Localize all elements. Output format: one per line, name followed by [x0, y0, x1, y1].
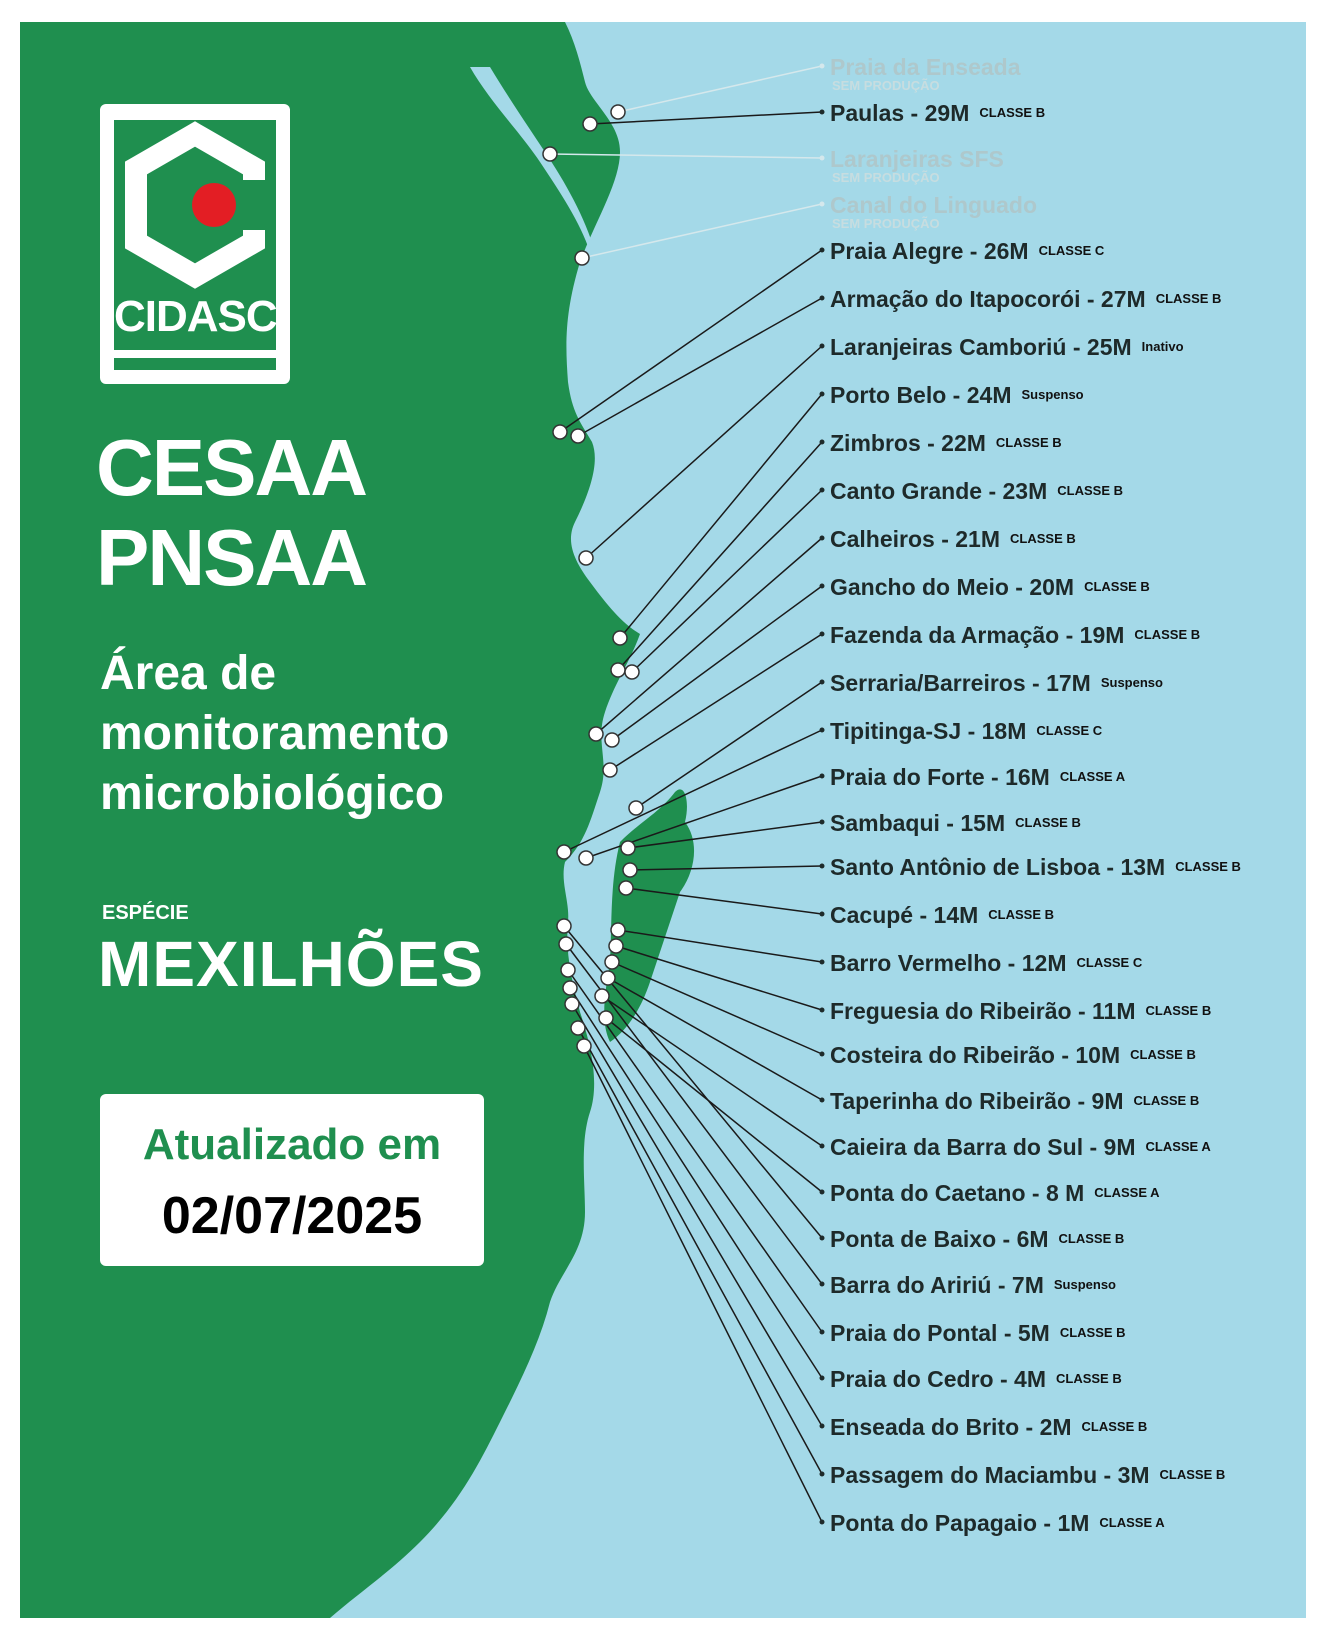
- site-class: CLASSE C: [1038, 243, 1105, 258]
- site-class: CLASSE B: [995, 435, 1062, 450]
- label-dot: [820, 344, 825, 349]
- site-label: [830, 1134, 1211, 1160]
- site-code: 3M: [1111, 1462, 1150, 1488]
- label-dot: [820, 110, 825, 115]
- site-name: Praia do Cedro -: [830, 1366, 1008, 1392]
- site-marker: [565, 997, 579, 1011]
- site-marker: [583, 117, 597, 131]
- leader-line: [572, 1004, 822, 1426]
- site-class: CLASSE B: [1015, 815, 1081, 830]
- label-dot: [820, 1144, 825, 1149]
- site-marker: [601, 971, 615, 985]
- site-name: Taperinha do Ribeirão -: [830, 1088, 1086, 1114]
- leader-line: [578, 298, 822, 436]
- site-class: Suspenso: [1021, 387, 1084, 402]
- site-code: 1M: [1051, 1510, 1090, 1536]
- site-name: Barro Vermelho -: [830, 950, 1016, 976]
- site-name: Calheiros -: [830, 526, 949, 552]
- site-code: 9M: [1097, 1134, 1136, 1160]
- site-marker: [561, 963, 575, 977]
- site-class: CLASSE B: [1010, 531, 1076, 546]
- label-dot: [820, 680, 825, 685]
- site-class: CLASSE B: [1056, 1371, 1122, 1386]
- site-label: [830, 286, 1221, 312]
- site-marker: [609, 939, 623, 953]
- site-code: 21M: [948, 526, 1001, 552]
- site-code: 4M: [1007, 1366, 1046, 1392]
- site-label: [830, 54, 1021, 80]
- label-dot: [820, 1052, 825, 1057]
- leader-line: [636, 682, 822, 808]
- site-marker: [599, 1011, 613, 1025]
- site-name: Praia Alegre -: [830, 238, 978, 264]
- site-name: Canto Grande -: [830, 478, 997, 504]
- label-dot: [820, 1282, 825, 1287]
- site-class: CLASSE B: [1057, 483, 1123, 498]
- area-line-1: Área de: [100, 647, 277, 700]
- site-marker: [589, 727, 603, 741]
- label-dot: [820, 1424, 825, 1429]
- site-marker: [571, 429, 585, 443]
- site-class: Suspenso: [1100, 675, 1163, 690]
- site-class: CLASSE B: [1133, 1093, 1200, 1108]
- leader-line: [582, 204, 822, 258]
- site-label: [830, 146, 1004, 172]
- site-code: 11M: [1085, 998, 1136, 1024]
- logo-emblem: [114, 120, 276, 290]
- site-label: [830, 238, 1104, 264]
- site-marker: [621, 841, 635, 855]
- site-label: [830, 718, 1102, 744]
- site-label: [830, 574, 1150, 600]
- label-dot: [820, 1098, 825, 1103]
- site-marker: [577, 1039, 591, 1053]
- site-name: Santo Antônio de Lisboa -: [830, 854, 1115, 880]
- site-name: Passagem do Maciambu -: [830, 1462, 1112, 1488]
- site-class: CLASSE B: [1175, 859, 1241, 874]
- site-code: 25M: [1080, 334, 1132, 360]
- site-code: 19M: [1073, 622, 1125, 648]
- label-dot: [820, 156, 825, 161]
- site-code: 15M: [953, 810, 1006, 836]
- site-class: CLASSE B: [1059, 1325, 1126, 1340]
- site-label: [830, 1226, 1124, 1252]
- site-class: CLASSE A: [1099, 1515, 1165, 1530]
- logo-panel: [114, 120, 276, 370]
- site-marker: [575, 251, 589, 265]
- site-marker: [557, 919, 571, 933]
- site-name: Gancho do Meio -: [830, 574, 1023, 600]
- site-marker: [579, 851, 593, 865]
- site-name: Ponta do Caetano -: [830, 1180, 1040, 1206]
- label-dot: [820, 1330, 825, 1335]
- leader-line: [602, 996, 822, 1146]
- site-name: Tipitinga-SJ -: [830, 718, 976, 744]
- site-marker: [605, 733, 619, 747]
- label-dot: [820, 202, 825, 207]
- label-dot: [820, 584, 825, 589]
- site-label: [830, 430, 1062, 456]
- leader-line: [578, 1028, 822, 1474]
- site-note: SEM PRODUÇÃO: [832, 216, 940, 231]
- site-marker: [605, 955, 619, 969]
- label-dot: [820, 488, 825, 493]
- site-code: 9M: [1085, 1088, 1124, 1114]
- site-name: Zimbros -: [830, 430, 935, 456]
- site-marker: [595, 989, 609, 1003]
- site-marker: [619, 881, 633, 895]
- site-label: [830, 1042, 1196, 1068]
- site-note: SEM PRODUÇÃO: [832, 78, 940, 93]
- site-name: Praia da Enseada: [830, 54, 1021, 80]
- site-label: [830, 1180, 1160, 1206]
- site-marker: [611, 663, 625, 677]
- site-label: [830, 1320, 1126, 1346]
- site-label: [830, 192, 1037, 218]
- site-name: Enseada do Brito -: [830, 1414, 1034, 1440]
- site-code: 8 M: [1039, 1180, 1085, 1206]
- species-label: ESPÉCIE: [102, 902, 189, 924]
- site-label: [830, 334, 1184, 360]
- site-class: CLASSE A: [1059, 769, 1126, 784]
- site-code: 6M: [1010, 1226, 1049, 1252]
- site-name: Laranjeiras Camboriú -: [830, 334, 1081, 360]
- site-class: CLASSE B: [1058, 1231, 1125, 1246]
- label-dot: [820, 820, 825, 825]
- site-marker: [557, 845, 571, 859]
- site-label: [830, 670, 1163, 696]
- leader-line: [606, 1018, 822, 1192]
- site-code: 14M: [927, 902, 979, 928]
- leader-line: [564, 730, 822, 852]
- site-name: Barra do Aririú -: [830, 1272, 1006, 1298]
- site-name: Fazenda da Armação -: [830, 622, 1074, 648]
- site-code: 7M: [1005, 1272, 1044, 1298]
- label-dot: [820, 774, 825, 779]
- site-code: 5M: [1011, 1320, 1050, 1346]
- site-class: CLASSE B: [988, 907, 1055, 922]
- site-label: [830, 1366, 1122, 1392]
- site-class: CLASSE B: [1159, 1467, 1226, 1482]
- site-marker: [613, 631, 627, 645]
- site-label: [830, 810, 1081, 836]
- site-name: Paulas -: [830, 100, 919, 126]
- site-label: [830, 1462, 1225, 1488]
- site-code: 22M: [934, 430, 986, 456]
- site-code: 26M: [977, 238, 1029, 264]
- site-class: Suspenso: [1053, 1277, 1116, 1292]
- leader-line: [618, 442, 822, 670]
- site-marker: [571, 1021, 585, 1035]
- site-label: [830, 100, 1045, 126]
- site-marker: [543, 147, 557, 161]
- site-marker: [553, 425, 567, 439]
- site-name: Freguesia do Ribeirão -: [830, 998, 1086, 1024]
- label-dot: [820, 864, 825, 869]
- label-dot: [820, 632, 825, 637]
- site-label: [830, 854, 1241, 880]
- leader-line: [608, 978, 822, 1100]
- site-name: Serraria/Barreiros -: [830, 670, 1040, 696]
- monitoring-area-heading: [100, 644, 449, 824]
- site-class: CLASSE B: [1081, 1419, 1148, 1434]
- label-dot: [820, 440, 825, 445]
- label-dot: [820, 1472, 825, 1477]
- leader-line: [570, 988, 822, 1378]
- area-line-3: microbiológico: [100, 767, 445, 820]
- logo-underline: [114, 350, 276, 358]
- leader-line: [584, 1046, 822, 1522]
- label-dot: [820, 392, 825, 397]
- site-code: 20M: [1022, 574, 1075, 600]
- site-class: CLASSE B: [1155, 291, 1222, 306]
- logo-red-dot: [192, 183, 236, 227]
- site-marker: [603, 763, 617, 777]
- site-class: CLASSE B: [1084, 579, 1150, 594]
- site-label: [830, 526, 1076, 552]
- update-label: Atualizado em: [142, 1120, 442, 1169]
- site-marker: [623, 863, 637, 877]
- leader-line: [632, 490, 822, 672]
- site-class: CLASSE B: [1130, 1047, 1196, 1062]
- site-label: [830, 1414, 1147, 1440]
- site-class: CLASSE A: [1145, 1139, 1211, 1154]
- label-dot: [820, 1520, 825, 1525]
- site-code: 12M: [1015, 950, 1067, 976]
- leader-line: [586, 346, 822, 558]
- site-code: 10M: [1068, 1042, 1121, 1068]
- site-code: 2M: [1033, 1414, 1072, 1440]
- site-note: SEM PRODUÇÃO: [832, 170, 940, 185]
- leader-line: [618, 66, 822, 112]
- leader-line: [620, 394, 822, 638]
- area-line-2: monitoramento: [100, 707, 450, 760]
- site-label: [830, 764, 1125, 790]
- label-dot: [820, 728, 825, 733]
- label-dot: [820, 912, 825, 917]
- update-date: 02/07/2025: [161, 1187, 423, 1245]
- site-class: CLASSE B: [1134, 627, 1201, 642]
- site-label: [830, 902, 1054, 928]
- site-marker: [625, 665, 639, 679]
- site-name: Canal do Linguado: [830, 192, 1037, 218]
- site-marker: [579, 551, 593, 565]
- site-code: 18M: [975, 718, 1027, 744]
- cidasc-logo: [100, 104, 290, 384]
- site-class: CLASSE C: [1036, 723, 1103, 738]
- site-name: Ponta do Papagaio -: [830, 1510, 1052, 1536]
- site-marker: [611, 105, 625, 119]
- species-value: MEXILHÕES: [98, 928, 484, 1000]
- site-label: [830, 1272, 1116, 1298]
- site-name: Ponta de Baixo -: [830, 1226, 1011, 1252]
- site-name: Sambaqui -: [830, 810, 954, 836]
- site-marker: [611, 923, 625, 937]
- site-code: 16M: [998, 764, 1050, 790]
- site-class: CLASSE C: [1076, 955, 1143, 970]
- site-name: Praia do Pontal -: [830, 1320, 1012, 1346]
- site-marker: [559, 937, 573, 951]
- site-name: Costeira do Ribeirão -: [830, 1042, 1069, 1068]
- site-label: [830, 622, 1200, 648]
- site-label: [830, 478, 1123, 504]
- site-code: 13M: [1114, 854, 1166, 880]
- site-name: Armação do Itapocorói -: [830, 286, 1095, 312]
- label-dot: [820, 1376, 825, 1381]
- site-marker: [629, 801, 643, 815]
- label-dot: [820, 296, 825, 301]
- site-name: Cacupé -: [830, 902, 928, 928]
- site-code: 24M: [960, 382, 1012, 408]
- site-class: CLASSE A: [1094, 1185, 1160, 1200]
- site-name: Porto Belo -: [830, 382, 961, 408]
- site-label: [830, 1510, 1165, 1536]
- site-name: Praia do Forte -: [830, 764, 999, 790]
- update-box: [100, 1094, 484, 1266]
- site-marker: [563, 981, 577, 995]
- label-dot: [820, 1008, 825, 1013]
- logo-text: CIDASC: [114, 292, 277, 341]
- label-dot: [820, 960, 825, 965]
- label-dot: [820, 64, 825, 69]
- leader-line: [610, 634, 822, 770]
- site-class: CLASSE B: [979, 105, 1046, 120]
- site-name: Laranjeiras SFS: [830, 146, 1004, 172]
- site-code: 23M: [996, 478, 1048, 504]
- title-pnsaa: PNSAA: [96, 513, 367, 602]
- site-class: Inativo: [1141, 339, 1184, 354]
- site-label: [830, 950, 1142, 976]
- site-class: CLASSE B: [1145, 1003, 1212, 1018]
- site-name: Caieira da Barra do Sul -: [830, 1134, 1098, 1160]
- site-code: 29M: [918, 100, 970, 126]
- leader-line: [560, 250, 822, 432]
- label-dot: [820, 1236, 825, 1241]
- label-dot: [820, 1190, 825, 1195]
- site-label: [830, 1088, 1199, 1114]
- site-label: [830, 382, 1084, 408]
- site-code: 17M: [1039, 670, 1091, 696]
- map-frame: [20, 22, 1306, 1618]
- title-cesaa: CESAA: [96, 423, 367, 512]
- label-dot: [820, 248, 825, 253]
- site-label: [830, 998, 1211, 1024]
- site-code: 27M: [1094, 286, 1146, 312]
- label-dot: [820, 536, 825, 541]
